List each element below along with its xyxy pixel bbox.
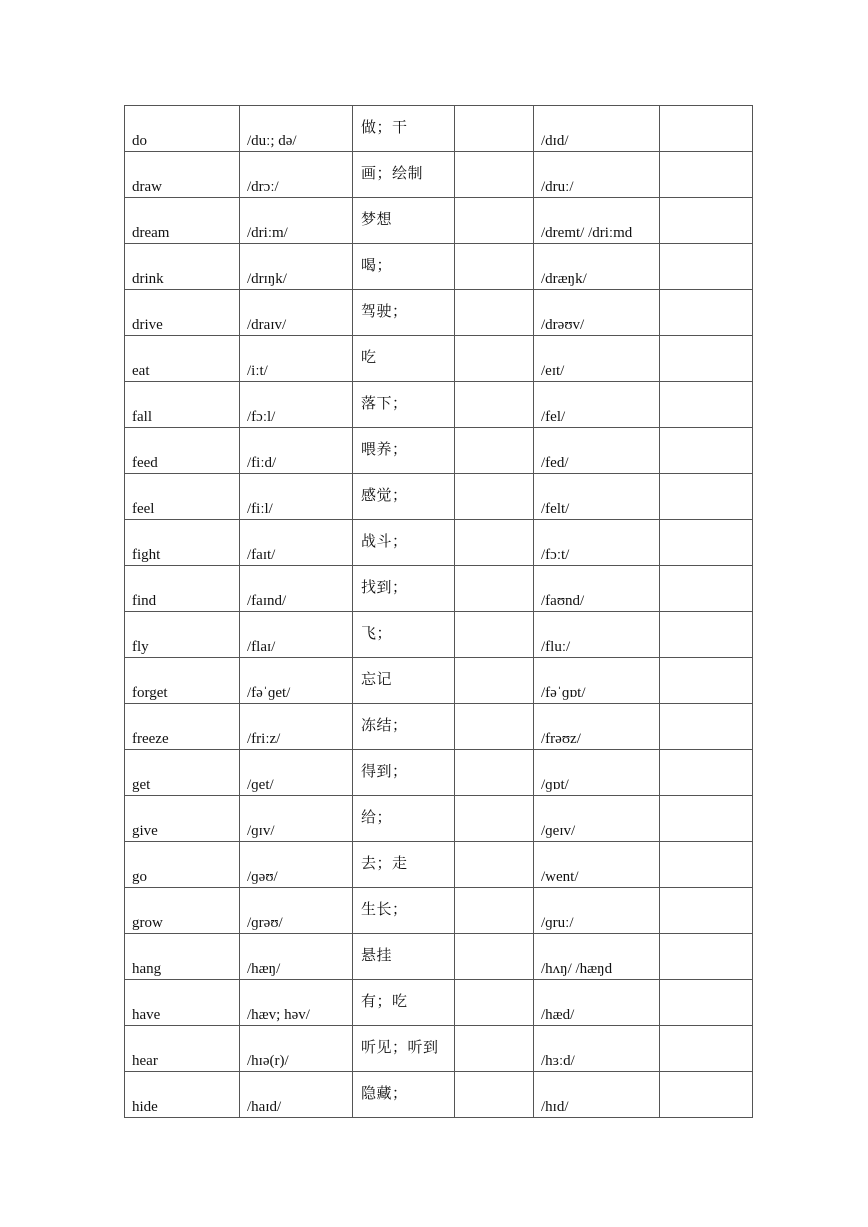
past-tense-text: /hʌŋ/ /hæŋd — [541, 961, 613, 977]
word-cell — [125, 520, 240, 566]
meaning-cell — [353, 382, 455, 428]
table-row — [125, 612, 753, 658]
meaning-text: 画；绘制 — [361, 164, 424, 182]
meaning-cell — [353, 106, 455, 152]
vocabulary-table — [124, 105, 753, 1118]
table-row — [125, 658, 753, 704]
past-tense-text: /dremt/ /driːmd — [541, 225, 633, 241]
table-row — [125, 244, 753, 290]
past-tense-phonetic-cell — [534, 198, 660, 244]
past-tense-text: /druː/ — [541, 179, 574, 195]
word-cell — [125, 336, 240, 382]
word-cell — [125, 842, 240, 888]
phonetic-cell — [240, 290, 353, 336]
table-row — [125, 750, 753, 796]
word-text: go — [132, 869, 147, 885]
blank-cell — [455, 198, 534, 244]
word-cell — [125, 474, 240, 520]
word-cell — [125, 566, 240, 612]
phonetic-text: /fiːd/ — [247, 455, 277, 471]
meaning-text: 悬挂 — [361, 946, 393, 964]
meaning-text: 听见；听到 — [361, 1038, 439, 1056]
word-cell — [125, 290, 240, 336]
phonetic-text: /iːt/ — [247, 363, 268, 379]
phonetic-cell — [240, 152, 353, 198]
past-tense-text: /hæd/ — [541, 1007, 575, 1023]
word-text: drink — [132, 271, 164, 287]
blank-cell — [660, 474, 753, 520]
table-row — [125, 474, 753, 520]
phonetic-text: /faɪnd/ — [247, 593, 287, 609]
meaning-text: 有；吃 — [361, 992, 408, 1010]
table-row — [125, 1026, 753, 1072]
meaning-cell — [353, 152, 455, 198]
blank-cell — [660, 428, 753, 474]
past-tense-phonetic-cell — [534, 290, 660, 336]
word-cell — [125, 980, 240, 1026]
past-tense-phonetic-cell — [534, 704, 660, 750]
phonetic-cell — [240, 980, 353, 1026]
meaning-cell — [353, 198, 455, 244]
blank-cell — [455, 244, 534, 290]
table-row — [125, 1072, 753, 1118]
meaning-text: 落下； — [361, 394, 408, 412]
past-tense-text: /hɜːd/ — [541, 1053, 575, 1069]
phonetic-text: /fiːl/ — [247, 501, 273, 517]
table-row — [125, 980, 753, 1026]
past-tense-phonetic-cell — [534, 1026, 660, 1072]
table-row — [125, 934, 753, 980]
phonetic-cell — [240, 1072, 353, 1118]
word-cell — [125, 796, 240, 842]
blank-cell — [455, 152, 534, 198]
blank-cell — [455, 290, 534, 336]
meaning-cell — [353, 520, 455, 566]
meaning-text: 隐藏； — [361, 1084, 408, 1102]
past-tense-text: /eɪt/ — [541, 363, 565, 379]
past-tense-phonetic-cell — [534, 520, 660, 566]
word-cell — [125, 658, 240, 704]
past-tense-phonetic-cell — [534, 244, 660, 290]
meaning-text: 梦想 — [361, 210, 393, 228]
word-cell — [125, 1072, 240, 1118]
blank-cell — [660, 382, 753, 428]
blank-cell — [455, 750, 534, 796]
blank-cell — [455, 934, 534, 980]
word-cell — [125, 382, 240, 428]
meaning-cell — [353, 566, 455, 612]
word-cell — [125, 750, 240, 796]
table-row — [125, 152, 753, 198]
past-tense-phonetic-cell — [534, 934, 660, 980]
meaning-cell — [353, 612, 455, 658]
phonetic-text: /drɔː/ — [247, 179, 279, 195]
blank-cell — [660, 796, 753, 842]
blank-cell — [455, 658, 534, 704]
table-row — [125, 842, 753, 888]
blank-cell — [455, 566, 534, 612]
blank-cell — [455, 612, 534, 658]
blank-cell — [660, 888, 753, 934]
phonetic-text: /fɔːl/ — [247, 409, 276, 425]
word-text: have — [132, 1007, 161, 1023]
vocabulary-table-body — [125, 106, 753, 1118]
blank-cell — [660, 658, 753, 704]
meaning-text: 感觉； — [361, 486, 408, 504]
meaning-text: 生长； — [361, 900, 408, 918]
blank-cell — [660, 566, 753, 612]
meaning-cell — [353, 980, 455, 1026]
past-tense-phonetic-cell — [534, 428, 660, 474]
phonetic-text: /ɡrəʊ/ — [247, 915, 283, 931]
meaning-cell — [353, 336, 455, 382]
word-cell — [125, 704, 240, 750]
past-tense-phonetic-cell — [534, 750, 660, 796]
word-text: fly — [132, 639, 149, 655]
past-tense-phonetic-cell — [534, 796, 660, 842]
table-row — [125, 198, 753, 244]
meaning-text: 喂养； — [361, 440, 408, 458]
meaning-cell — [353, 888, 455, 934]
phonetic-cell — [240, 382, 353, 428]
meaning-cell — [353, 704, 455, 750]
past-tense-phonetic-cell — [534, 980, 660, 1026]
phonetic-cell — [240, 566, 353, 612]
meaning-text: 战斗； — [361, 532, 408, 550]
word-text: do — [132, 133, 147, 149]
blank-cell — [660, 198, 753, 244]
past-tense-phonetic-cell — [534, 566, 660, 612]
blank-cell — [660, 842, 753, 888]
past-tense-phonetic-cell — [534, 658, 660, 704]
meaning-text: 飞； — [361, 624, 393, 642]
past-tense-text: /dræŋk/ — [541, 271, 587, 287]
word-cell — [125, 888, 240, 934]
phonetic-cell — [240, 198, 353, 244]
meaning-cell — [353, 474, 455, 520]
blank-cell — [455, 106, 534, 152]
table-row — [125, 290, 753, 336]
phonetic-cell — [240, 750, 353, 796]
word-text: fight — [132, 547, 161, 563]
phonetic-text: /flaɪ/ — [247, 639, 276, 655]
phonetic-cell — [240, 658, 353, 704]
table-row — [125, 520, 753, 566]
past-tense-text: /went/ — [541, 869, 579, 885]
phonetic-cell — [240, 612, 353, 658]
phonetic-text: /hæŋ/ — [247, 961, 281, 977]
phonetic-text: /ɡəʊ/ — [247, 869, 278, 885]
phonetic-cell — [240, 474, 353, 520]
table-row — [125, 428, 753, 474]
past-tense-text: /faʊnd/ — [541, 593, 585, 609]
meaning-cell — [353, 842, 455, 888]
meaning-text: 给； — [361, 808, 393, 826]
word-cell — [125, 1026, 240, 1072]
meaning-cell — [353, 1026, 455, 1072]
table-row — [125, 106, 753, 152]
phonetic-text: /driːm/ — [247, 225, 288, 241]
meaning-cell — [353, 750, 455, 796]
past-tense-phonetic-cell — [534, 474, 660, 520]
word-cell — [125, 106, 240, 152]
phonetic-text: /ɡɪv/ — [247, 823, 275, 839]
blank-cell — [455, 520, 534, 566]
word-text: freeze — [132, 731, 169, 747]
phonetic-cell — [240, 428, 353, 474]
word-text: get — [132, 777, 151, 793]
past-tense-text: /dɪd/ — [541, 133, 569, 149]
table-row — [125, 796, 753, 842]
meaning-text: 得到； — [361, 762, 408, 780]
blank-cell — [455, 704, 534, 750]
word-text: forget — [132, 685, 168, 701]
phonetic-text: /draɪv/ — [247, 317, 287, 333]
word-text: give — [132, 823, 158, 839]
table-row — [125, 888, 753, 934]
word-cell — [125, 612, 240, 658]
blank-cell — [455, 336, 534, 382]
phonetic-text: /duː; də/ — [247, 133, 297, 149]
blank-cell — [660, 1026, 753, 1072]
phonetic-cell — [240, 704, 353, 750]
past-tense-phonetic-cell — [534, 888, 660, 934]
phonetic-text: /haɪd/ — [247, 1099, 282, 1115]
word-cell — [125, 428, 240, 474]
blank-cell — [660, 980, 753, 1026]
meaning-cell — [353, 428, 455, 474]
table-row — [125, 704, 753, 750]
word-cell — [125, 244, 240, 290]
word-text: hear — [132, 1053, 158, 1069]
past-tense-phonetic-cell — [534, 382, 660, 428]
blank-cell — [455, 980, 534, 1026]
blank-cell — [660, 704, 753, 750]
phonetic-cell — [240, 106, 353, 152]
blank-cell — [660, 152, 753, 198]
word-text: dream — [132, 225, 170, 241]
meaning-text: 去；走 — [361, 854, 408, 872]
word-text: feel — [132, 501, 155, 517]
phonetic-text: /hæv; həv/ — [247, 1007, 310, 1023]
blank-cell — [660, 336, 753, 382]
meaning-text: 喝； — [361, 256, 393, 274]
word-text: drive — [132, 317, 163, 333]
blank-cell — [455, 842, 534, 888]
past-tense-phonetic-cell — [534, 106, 660, 152]
past-tense-text: /ɡɒt/ — [541, 777, 569, 793]
past-tense-text: /ɡeɪv/ — [541, 823, 576, 839]
word-cell — [125, 934, 240, 980]
phonetic-cell — [240, 1026, 353, 1072]
blank-cell — [660, 612, 753, 658]
meaning-text: 吃 — [361, 348, 377, 366]
blank-cell — [660, 934, 753, 980]
meaning-text: 驾驶； — [361, 302, 408, 320]
blank-cell — [455, 1072, 534, 1118]
word-text: grow — [132, 915, 163, 931]
meaning-cell — [353, 244, 455, 290]
past-tense-phonetic-cell — [534, 1072, 660, 1118]
phonetic-cell — [240, 244, 353, 290]
past-tense-phonetic-cell — [534, 612, 660, 658]
past-tense-phonetic-cell — [534, 842, 660, 888]
word-text: find — [132, 593, 157, 609]
meaning-cell — [353, 1072, 455, 1118]
phonetic-cell — [240, 336, 353, 382]
blank-cell — [455, 1026, 534, 1072]
blank-cell — [455, 796, 534, 842]
meaning-cell — [353, 934, 455, 980]
past-tense-text: /ɡruː/ — [541, 915, 574, 931]
phonetic-text: /ɡet/ — [247, 777, 274, 793]
blank-cell — [455, 474, 534, 520]
meaning-text: 做；干 — [361, 118, 408, 136]
phonetic-text: /friːz/ — [247, 731, 281, 747]
blank-cell — [455, 382, 534, 428]
phonetic-cell — [240, 796, 353, 842]
past-tense-text: /fed/ — [541, 455, 569, 471]
meaning-cell — [353, 796, 455, 842]
table-row — [125, 566, 753, 612]
blank-cell — [660, 290, 753, 336]
past-tense-text: /frəʊz/ — [541, 731, 581, 747]
phonetic-text: /faɪt/ — [247, 547, 276, 563]
word-text: fall — [132, 409, 152, 425]
blank-cell — [660, 106, 753, 152]
meaning-text: 冻结； — [361, 716, 408, 734]
word-text: draw — [132, 179, 162, 195]
meaning-cell — [353, 658, 455, 704]
word-cell — [125, 152, 240, 198]
phonetic-cell — [240, 842, 353, 888]
word-text: hide — [132, 1099, 158, 1115]
meaning-text: 忘记 — [361, 670, 393, 688]
blank-cell — [660, 750, 753, 796]
past-tense-phonetic-cell — [534, 152, 660, 198]
past-tense-phonetic-cell — [534, 336, 660, 382]
meaning-text: 找到； — [361, 578, 408, 596]
phonetic-text: /drɪŋk/ — [247, 271, 287, 287]
word-cell — [125, 198, 240, 244]
phonetic-cell — [240, 520, 353, 566]
past-tense-text: /fluː/ — [541, 639, 571, 655]
phonetic-text: /hɪə(r)/ — [247, 1053, 289, 1069]
blank-cell — [455, 888, 534, 934]
blank-cell — [455, 428, 534, 474]
blank-cell — [660, 244, 753, 290]
word-text: feed — [132, 455, 158, 471]
past-tense-text: /felt/ — [541, 501, 570, 517]
past-tense-text: /fəˈɡɒt/ — [541, 685, 586, 701]
past-tense-text: /fel/ — [541, 409, 566, 425]
blank-cell — [660, 1072, 753, 1118]
blank-cell — [660, 520, 753, 566]
meaning-cell — [353, 290, 455, 336]
phonetic-text: /fəˈɡet/ — [247, 685, 291, 701]
past-tense-text: /fɔːt/ — [541, 547, 570, 563]
table-row — [125, 336, 753, 382]
phonetic-cell — [240, 888, 353, 934]
word-text: eat — [132, 363, 150, 379]
table-row — [125, 382, 753, 428]
word-text: hang — [132, 961, 162, 977]
past-tense-text: /hɪd/ — [541, 1099, 569, 1115]
past-tense-text: /drəʊv/ — [541, 317, 585, 333]
phonetic-cell — [240, 934, 353, 980]
